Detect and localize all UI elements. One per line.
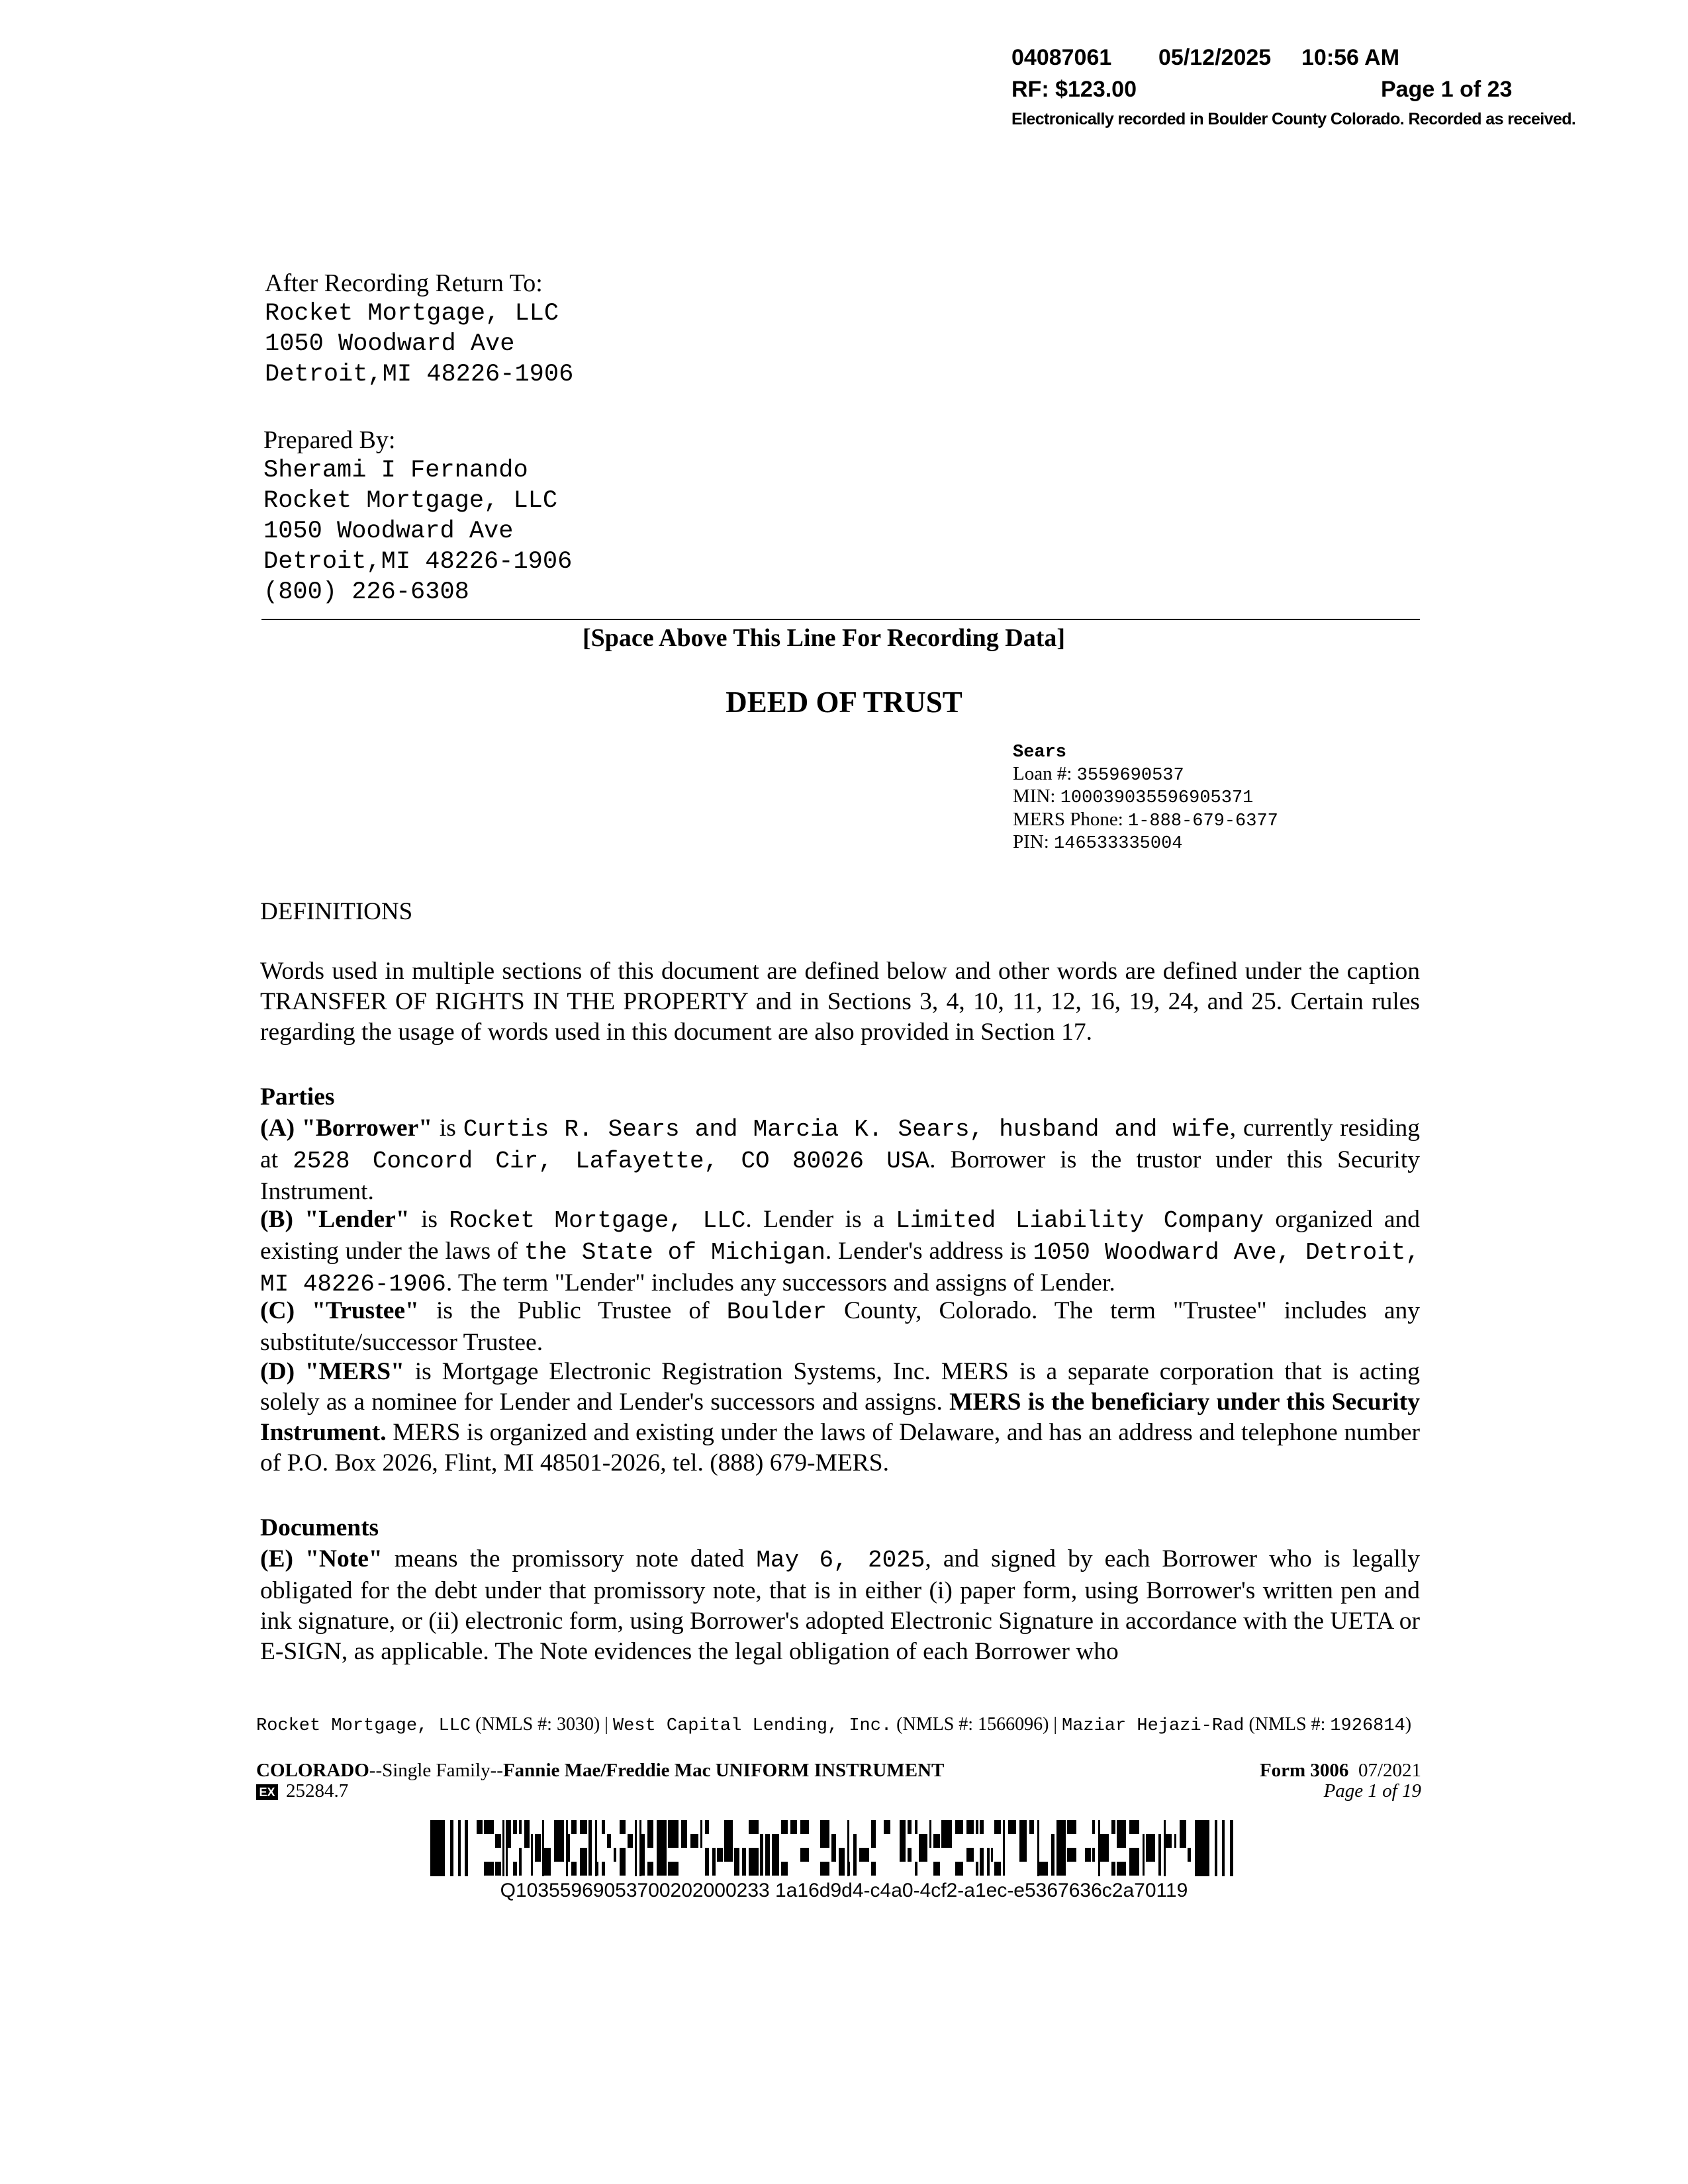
definitions-heading: DEFINITIONS (260, 898, 413, 925)
borrower-definition: (A) "Borrower" is Curtis R. Sears and Marcia K. Sears, husband and wife, currently residing at 2528 Concord Cir, Lafayette, CO 80026 USA. Borrower is the trustor under this Security Instrument. (260, 1115, 1420, 1205)
return-to-line: 1050 Woodward Ave (265, 330, 515, 358)
min-number: 100039035596905371 (1060, 788, 1254, 808)
return-to-label: After Recording Return To: (265, 269, 543, 297)
loan-info-block (1013, 743, 1278, 855)
prepared-by-block (263, 425, 572, 608)
recording-fee: RF: $123.00 (1011, 77, 1137, 102)
barcode-text: Q10355969053700202000233 1a16d9d4-c4a0-4cf2-a1ec-e5367636c2a70119 (500, 1880, 1188, 1901)
lender-address: 1050 Woodward Ave, Detroit, MI 48226-1906 (260, 1239, 1420, 1298)
prepared-by-line: Detroit,MI 48226-1906 (263, 548, 573, 576)
space-above-notice: [Space Above This Line For Recording Data] (583, 624, 1066, 652)
loan-number: 3559690537 (1076, 765, 1184, 786)
borrower-surname: Sears (1013, 743, 1067, 762)
note-definition: (E) "Note" means the promissory note dated May 6, 2025, and signed by each Borrower who is legally obligated for the debt under that promissory note, that is in either (i) paper form, using Borrower's written pen and ink signature, or (ii) electronic form, using Borrower's adopted Electronic Signature in accordance with the UETA or E-SIGN, as applicable. The Note evidences the legal obligation of each Borrower who (260, 1545, 1421, 1665)
mers-phone-line: MERS Phone: 1-888-679-6377 (1013, 808, 1278, 831)
pin-number: 146533335004 (1054, 834, 1183, 854)
mers-definition: (D) "MERS" is Mortgage Electronic Registration Systems, Inc. MERS is a separate corporation that is acting solely as a nominee for Lender and Lender's successors and assigns. MERS is the beneficiary under this Security Instrument. MERS is organized and existing under the laws of Delaware, and has an address and telephone number of P.O. Box 2026, Flint, MI 48501-2026, tel. (888) 679-MERS. (260, 1358, 1421, 1477)
return-to-block (265, 268, 573, 390)
barcode-icon (430, 1820, 1235, 1876)
recording-divider (261, 619, 1420, 620)
recording-page: Page 1 of 23 (1381, 77, 1513, 102)
loan-number-line: Loan #: 3559690537 (1013, 762, 1184, 786)
prepared-by-line: (800) 226-6308 (263, 578, 469, 606)
prepared-by-label: Prepared By: (263, 426, 396, 454)
prepared-by-line: 1050 Woodward Ave (263, 518, 514, 545)
note-date: May 6, 2025 (756, 1547, 925, 1574)
ex-icon: EX (256, 1780, 286, 1801)
prepared-by-line: Sherami I Fernando (263, 457, 528, 484)
definitions-intro: Words used in multiple sections of this document are defined below and other words are defined under the caption TRANSFER OF RIGHTS IN THE PROPERTY and in Sections 3, 4, 10, 11, 12, 16, 19, 24, and 25. Certain rules regarding the usage of words used in this document are also provided in Section 17. (260, 958, 1420, 1046)
prepared-by-line: Rocket Mortgage, LLC (263, 487, 558, 515)
parties-heading: Parties (260, 1083, 335, 1111)
lender-name: Rocket Mortgage, LLC (449, 1207, 746, 1234)
lender-entity-type: Limited Liability Company (895, 1207, 1264, 1234)
page-of: Page 1 of 19 (1323, 1780, 1421, 1801)
form-number: Form 3006 07/2021 (1259, 1760, 1421, 1781)
trustee-definition: (C) "Trustee" is the Public Trustee of Boulder County, Colorado. The term "Trustee" includes any substitute/successor Trustee. (260, 1297, 1420, 1356)
document-title: DEED OF TRUST (726, 686, 962, 719)
borrower-names: Curtis R. Sears and Marcia K. Sears, husband and wife (463, 1116, 1230, 1143)
form-description: COLORADO--Single Family--Fannie Mae/Freddie Mac UNIFORM INSTRUMENT (256, 1760, 945, 1781)
recording-note: Electronically recorded in Boulder County Colorado. Recorded as received. (1011, 110, 1576, 128)
recording-time: 10:56 AM (1301, 45, 1400, 70)
mers-phone: 1-888-679-6377 (1128, 811, 1278, 831)
documents-heading: Documents (260, 1514, 379, 1541)
lender-definition: (B) "Lender" is Rocket Mortgage, LLC. Lender is a Limited Liability Company organized and existing under the laws of the State of Michigan. Lender's address is 1050 Woodward Ave, Detroit, MI 48226-1906. The term "Lender" includes any successors and assigns of Lender. (260, 1206, 1420, 1298)
trustee-county: Boulder (726, 1298, 827, 1326)
min-line: MIN: 100039035596905371 (1013, 786, 1254, 808)
return-to-line: Rocket Mortgage, LLC (265, 300, 559, 328)
reception-number: 04087061 (1011, 45, 1112, 70)
footer-form-info (256, 1760, 1421, 1801)
recording-stamp (1011, 45, 1660, 129)
doc-code: 25284.7 (286, 1780, 349, 1801)
return-to-line: Detroit,MI 48226-1906 (265, 361, 574, 388)
footer-originator: Rocket Mortgage, LLC (NMLS #: 3030) | West Capital Lending, Inc. (NMLS #: 1566096) | Maziar Hejazi-Rad (NMLS #: 1926814) (256, 1714, 1412, 1736)
lender-state: the State of Michigan (524, 1239, 825, 1266)
borrower-address: 2528 Concord Cir, Lafayette, CO 80026 USA (293, 1148, 930, 1175)
recording-date: 05/12/2025 (1158, 45, 1272, 70)
pin-line: PIN: 146533335004 (1013, 831, 1183, 854)
